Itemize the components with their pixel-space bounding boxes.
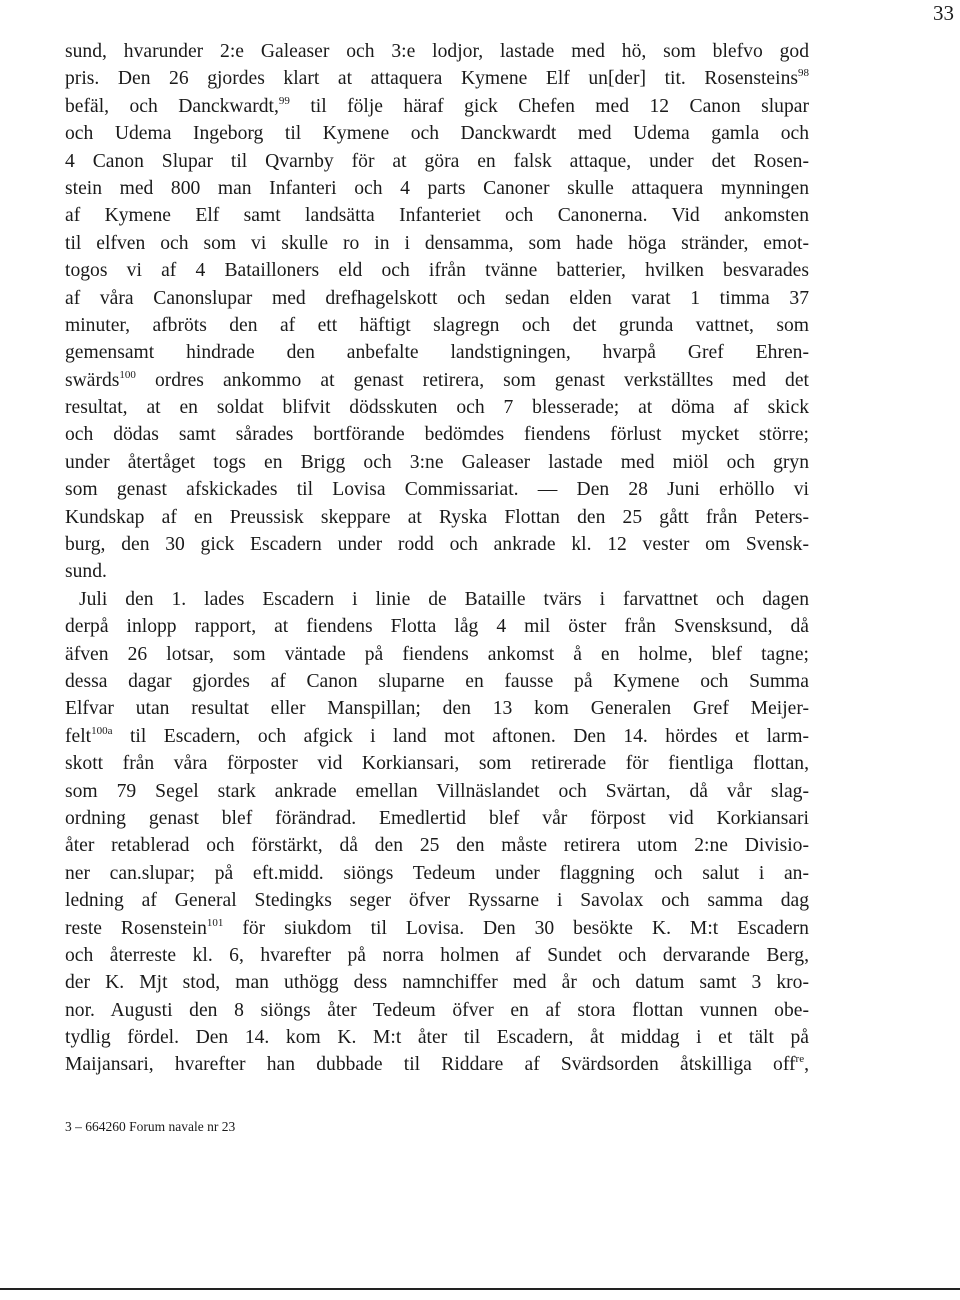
text-segment: och Udema Ingeborg til Kymene och Danckwardt med Udema gamla och	[65, 123, 809, 145]
text-segment: Juli den 1. lades Escadern i linie de Bataille tvärs i farvattnet och dagen	[79, 588, 809, 610]
footnote-ref: 98	[798, 67, 809, 80]
text-segment: til följe häraf gick Chefen med 12 Canon slupar	[289, 95, 809, 117]
text-segment: befäl, och Danckwardt,	[65, 95, 279, 117]
text-segment: ner can.slupar; på eft.midd. siöngs Tedeum under flaggning och salut i an-	[65, 862, 809, 884]
text-segment: af Kymene Elf samt landsätta Infanteriet och Canonerna. Vid ankomsten	[65, 205, 809, 227]
text-line	[65, 832, 809, 859]
page-footer: 3 – 664260 Forum navale nr 23	[65, 1119, 236, 1134]
text-segment: sund, hvarunder 2:e Galeaser och 3:e lodjor, lastade med hö, som blefvo god	[65, 41, 809, 62]
body-text	[65, 38, 809, 1079]
text-segment: ,	[804, 1054, 809, 1076]
text-line	[65, 558, 809, 585]
text-segment: sund.	[65, 561, 107, 583]
text-line	[65, 1051, 809, 1078]
text-line	[65, 202, 809, 229]
text-segment: felt	[65, 725, 92, 747]
text-segment: tydlig fördel. Den 14. kom K. M:t åter til Escadern, åt middag i et tält på	[65, 1027, 809, 1049]
text-line	[65, 969, 809, 996]
text-segment: under återtåget togs en Brigg och 3:ne Galeaser lastade med miöl och gryn	[65, 451, 809, 473]
text-segment: Kundskap af en Preussisk skeppare at Ryska Flottan den 25 gått från Peters-	[65, 506, 809, 528]
text-segment: gemensamt hindrade den anbefalte landstigningen, hvarpå Gref Ehren-	[65, 342, 809, 364]
text-segment: Maijansari, hvarefter han dubbade til Riddare af Svärdsorden åtskilliga off	[65, 1054, 796, 1076]
text-segment: som genast afskickades til Lovisa Commissariat. — Den 28 Juni erhöllo vi	[65, 479, 809, 501]
text-line	[65, 339, 809, 366]
text-line	[65, 695, 809, 722]
text-line	[65, 65, 809, 92]
text-line	[65, 312, 809, 339]
text-segment: resultat, at en soldat blifvit dödsskuten och 7 blesserade; at döma af skick	[65, 397, 809, 419]
text-line	[65, 394, 809, 421]
text-segment: swärds	[65, 369, 120, 391]
footnote-ref: re	[795, 1053, 805, 1066]
text-line	[65, 504, 809, 531]
text-line	[65, 148, 809, 175]
text-line	[65, 285, 809, 312]
page-number: 33	[933, 1, 954, 25]
text-segment: til elfven och som vi skulle ro in i densamma, som hade höga stränder, emot-	[65, 232, 809, 254]
text-line	[65, 421, 809, 448]
text-line	[65, 175, 809, 202]
text-line	[65, 723, 809, 750]
text-line	[65, 805, 809, 832]
text-segment: pris. Den 26 gjordes klart at attaquera Kymene Elf un[der] tit. Rosensteins	[65, 68, 798, 90]
text-line	[65, 531, 809, 558]
text-segment: til Escadern, och afgick i land mot aftonen. Den 14. hördes et larm-	[112, 725, 809, 747]
text-line	[65, 120, 809, 147]
text-segment: åter retablerad och förstärkt, då den 25 den måste retirera utom 2:ne Divisio-	[65, 835, 809, 857]
text-segment: der K. Mjt stod, man uthögg dess namnchiffer med år och datum samt 3 kro-	[65, 972, 809, 994]
text-line	[65, 942, 809, 969]
bottom-rule	[0, 1288, 960, 1290]
text-line	[65, 860, 809, 887]
text-line	[65, 93, 809, 120]
text-segment: och dödas samt sårades bortförande bedömdes fiendens förlust mycket större;	[65, 424, 809, 446]
text-line	[65, 778, 809, 805]
text-segment: Elfvar utan resultat eller Manspillan; den 13 kom Generalen Gref Meijer-	[65, 698, 809, 720]
text-line	[65, 449, 809, 476]
text-segment: minuter, afbröts den af ett häftigt slagregn och det grunda vattnet, som	[65, 314, 809, 336]
text-segment: ordning genast blef förändrad. Emedlertid blef vår förpost vid Korkiansari	[65, 807, 809, 829]
text-line	[65, 476, 809, 503]
text-segment: och återreste kl. 6, hvarefter på norra holmen af Sundet och dervarande Berg,	[65, 944, 809, 966]
text-segment: togos vi af 4 Batailloners eld och ifrån tvänne batterier, hvilken besvarades	[65, 260, 809, 282]
text-line	[65, 668, 809, 695]
text-segment: skott från våra förposter vid Korkiansari, som retirerade för fientliga flottan,	[65, 753, 809, 775]
text-line	[65, 257, 809, 284]
text-line	[65, 750, 809, 777]
footnote-ref: 100	[119, 368, 136, 381]
text-segment: ledning af General Stedingks seger öfver Ryssarne i Savolax och samma dag	[65, 890, 809, 912]
text-segment: nor. Augusti den 8 siöngs åter Tedeum öfver en af stora flottan vunnen obe-	[65, 999, 809, 1021]
text-segment: ordres ankommo at genast retirera, som genast verkställtes med det	[135, 369, 809, 391]
footnote-ref: 99	[278, 94, 290, 107]
text-segment: äfven 26 lotsar, som väntade på fiendens ankomst å en holme, blef tagne;	[65, 643, 809, 665]
text-line	[65, 613, 809, 640]
text-line	[65, 230, 809, 257]
footnote-ref: 100a	[91, 724, 113, 737]
text-segment: dessa dagar gjordes af Canon sluparne en fausse på Kymene och Summa	[65, 670, 809, 692]
text-line	[65, 641, 809, 668]
text-segment: stein med 800 man Infanteri och 4 parts Canoner skulle attaquera mynningen	[65, 177, 809, 199]
text-segment: reste Rosenstein	[65, 917, 207, 939]
text-line	[65, 38, 809, 65]
text-line	[65, 1024, 809, 1051]
text-segment: för siukdom til Lovisa. Den 30 besökte K. M:t Escadern	[223, 917, 809, 939]
text-line	[65, 586, 809, 613]
footnote-ref: 101	[206, 916, 224, 929]
text-segment: af våra Canonslupar med drefhagelskott och sedan elden varat 1 timma 37	[65, 287, 809, 309]
text-line	[65, 997, 809, 1024]
text-segment: derpå inlopp rapport, at fiendens Flotta låg 4 mil öster från Svensksund, då	[65, 616, 809, 638]
text-line	[65, 887, 809, 914]
text-segment: burg, den 30 gick Escadern under rodd och ankrade kl. 12 vester om Svensk-	[65, 534, 809, 556]
text-line	[65, 915, 809, 942]
text-segment: 4 Canon Slupar til Qvarnby för at göra en falsk attaque, under det Rosen-	[65, 150, 809, 172]
text-segment: som 79 Segel stark ankrade emellan Villnäslandet och Svärtan, då vår slag-	[65, 780, 809, 802]
text-line	[65, 367, 809, 394]
